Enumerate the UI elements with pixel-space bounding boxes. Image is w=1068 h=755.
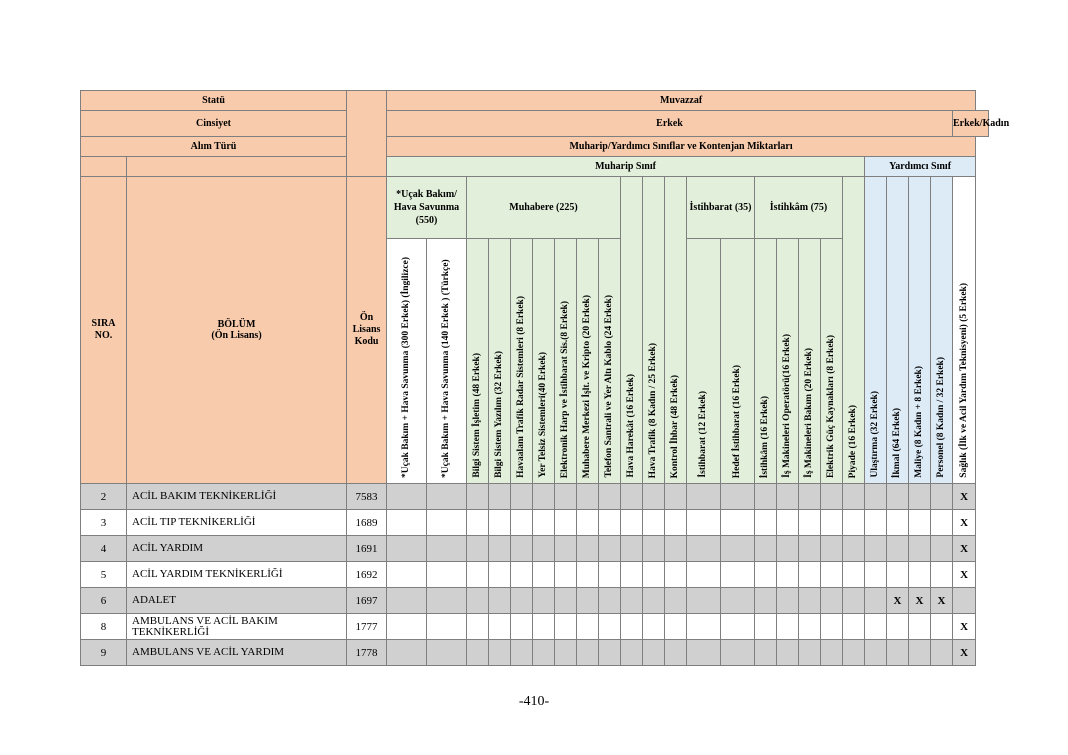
mark-cell xyxy=(799,510,821,536)
mark-cell xyxy=(489,562,511,588)
mark-cell xyxy=(777,484,799,510)
mark-cell xyxy=(755,562,777,588)
mark-cell xyxy=(511,562,533,588)
mark-cell xyxy=(489,588,511,614)
mark-cell xyxy=(621,484,643,510)
col-header: Bilgi Sistem Yazılım (32 Erkek) xyxy=(489,239,511,484)
page-number: -410- xyxy=(518,694,550,709)
group-istihbarat: İstihbarat (35) xyxy=(687,177,755,239)
mark-cell xyxy=(931,536,953,562)
mark-cell xyxy=(665,562,687,588)
mark-cell xyxy=(643,510,665,536)
col-header: Sağlık (İlk ve Acil Yardım Teknisyeni) (5 Erkek) xyxy=(953,177,976,484)
mark-cell xyxy=(821,536,843,562)
mark-cell xyxy=(909,536,931,562)
col-header: Hava Harekât (16 Erkek) xyxy=(621,177,643,484)
mark-cell xyxy=(555,484,577,510)
mark-cell xyxy=(533,640,555,666)
mark-cell xyxy=(777,562,799,588)
sira-cell: 5 xyxy=(81,562,127,588)
col-header: İş Makineleri Operatörü(16 Erkek) xyxy=(777,239,799,484)
col-header: Bilgi Sistem İşletim (48 Erkek) xyxy=(467,239,489,484)
mark-cell xyxy=(489,640,511,666)
mark-cell xyxy=(887,510,909,536)
mark-cell: X xyxy=(887,588,909,614)
mark-cell xyxy=(577,536,599,562)
mark-cell: X xyxy=(953,562,976,588)
mark-cell xyxy=(687,510,721,536)
mark-cell xyxy=(643,640,665,666)
mark-cell: X xyxy=(953,640,976,666)
mark-cell xyxy=(599,510,621,536)
mark-cell xyxy=(777,536,799,562)
mark-cell xyxy=(467,484,489,510)
mark-cell xyxy=(821,640,843,666)
mark-cell: X xyxy=(953,536,976,562)
mark-cell xyxy=(577,510,599,536)
mark-cell: X xyxy=(931,588,953,614)
mark-cell xyxy=(555,510,577,536)
bolum-cell: AMBULANS VE ACİL YARDIM xyxy=(127,640,347,666)
mark-cell xyxy=(665,484,687,510)
statu-label: Statü xyxy=(81,91,347,111)
mark-cell xyxy=(387,562,427,588)
mark-cell xyxy=(555,536,577,562)
table-row xyxy=(81,510,989,536)
mark-cell xyxy=(555,640,577,666)
on-lisans-kodu-header: Ön Lisans Kodu xyxy=(347,177,387,484)
mark-cell xyxy=(777,510,799,536)
mark-cell xyxy=(387,484,427,510)
mark-cell xyxy=(821,614,843,640)
cinsiyet-label: Cinsiyet xyxy=(81,111,347,137)
mark-cell xyxy=(511,484,533,510)
mark-cell xyxy=(865,562,887,588)
mark-cell xyxy=(887,484,909,510)
mark-cell xyxy=(511,510,533,536)
table-row xyxy=(81,640,989,666)
table-row xyxy=(81,536,989,562)
mark-cell xyxy=(821,510,843,536)
col-header: *Uçak Bakım + Hava Savunma (140 Erkek ) (Türkçe) xyxy=(427,239,467,484)
mark-cell xyxy=(799,484,821,510)
mark-cell xyxy=(387,536,427,562)
mark-cell xyxy=(621,588,643,614)
mark-cell xyxy=(755,614,777,640)
mark-cell xyxy=(721,510,755,536)
col-header: Piyade (16 Erkek) xyxy=(843,177,865,484)
erkek-label: Erkek xyxy=(387,111,953,137)
mark-cell xyxy=(489,510,511,536)
mark-cell xyxy=(799,536,821,562)
mark-cell xyxy=(865,484,887,510)
table-row xyxy=(81,562,989,588)
mark-cell xyxy=(687,588,721,614)
mark-cell xyxy=(887,536,909,562)
mark-cell xyxy=(599,484,621,510)
sira-cell: 8 xyxy=(81,614,127,640)
mark-cell xyxy=(643,484,665,510)
mark-cell xyxy=(799,562,821,588)
blank-cell xyxy=(127,157,347,177)
mark-cell xyxy=(467,588,489,614)
col-header: Elektrik Güç Kaynakları (8 Erkek) xyxy=(821,239,843,484)
bolum-cell: AMBULANS VE ACİL BAKIM TEKNİKERLİĞİ xyxy=(127,614,347,640)
mark-cell xyxy=(621,536,643,562)
col-header: İkmal (64 Erkek) xyxy=(887,177,909,484)
muharip-sinif-label: Muharip Sınıf xyxy=(387,157,865,177)
mark-cell: X xyxy=(953,614,976,640)
kod-cell: 1692 xyxy=(347,562,387,588)
mark-cell xyxy=(843,536,865,562)
quota-table xyxy=(80,90,1010,666)
kod-spacer xyxy=(347,91,387,177)
mark-cell xyxy=(821,588,843,614)
mark-cell xyxy=(909,562,931,588)
yardimci-sinif-label: Yardımcı Sınıf xyxy=(865,157,976,177)
mark-cell xyxy=(953,588,976,614)
mark-cell xyxy=(427,640,467,666)
mark-cell xyxy=(489,536,511,562)
mark-cell xyxy=(909,640,931,666)
mark-cell xyxy=(467,536,489,562)
mark-cell xyxy=(687,536,721,562)
mark-cell xyxy=(577,588,599,614)
mark-cell xyxy=(387,640,427,666)
mark-cell xyxy=(427,484,467,510)
col-header: Elektronik Harp ve İstihbarat Sis.(8 Erkek) xyxy=(555,239,577,484)
mark-cell xyxy=(533,562,555,588)
mark-cell xyxy=(721,484,755,510)
sira-cell: 9 xyxy=(81,640,127,666)
mark-cell xyxy=(533,484,555,510)
mark-cell xyxy=(821,562,843,588)
bolum-cell: ADALET xyxy=(127,588,347,614)
blank-cell xyxy=(81,157,127,177)
mark-cell xyxy=(799,614,821,640)
mark-cell xyxy=(865,588,887,614)
alim-turu-label: Alım Türü xyxy=(81,137,347,157)
col-header: Personel (8 Kadın / 32 Erkek) xyxy=(931,177,953,484)
table-row xyxy=(81,588,989,614)
mark-cell xyxy=(489,614,511,640)
kod-cell: 1697 xyxy=(347,588,387,614)
mark-cell xyxy=(467,510,489,536)
mark-cell xyxy=(721,640,755,666)
col-header: *Uçak Bakım + Hava Savunma (300 Erkek) (İngilizce) xyxy=(387,239,427,484)
mark-cell xyxy=(909,484,931,510)
kod-cell: 1778 xyxy=(347,640,387,666)
mark-cell xyxy=(599,614,621,640)
mark-cell xyxy=(799,640,821,666)
mark-cell xyxy=(665,640,687,666)
sira-cell: 2 xyxy=(81,484,127,510)
mark-cell xyxy=(621,562,643,588)
col-header: İstihbarat (12 Erkek) xyxy=(687,239,721,484)
mark-cell xyxy=(387,614,427,640)
mark-cell xyxy=(721,536,755,562)
mark-cell xyxy=(643,588,665,614)
kod-cell: 7583 xyxy=(347,484,387,510)
mark-cell xyxy=(533,510,555,536)
kod-cell: 1689 xyxy=(347,510,387,536)
mark-cell xyxy=(799,588,821,614)
mark-cell xyxy=(621,510,643,536)
mark-cell xyxy=(865,536,887,562)
col-header: Telefon Santrali ve Yer Altı Kablo (24 Erkek) xyxy=(599,239,621,484)
mark-cell xyxy=(427,614,467,640)
col-header: Ulaştırma (32 Erkek) xyxy=(865,177,887,484)
mark-cell xyxy=(533,536,555,562)
mark-cell xyxy=(843,562,865,588)
mark-cell xyxy=(555,614,577,640)
mark-cell xyxy=(821,484,843,510)
mark-cell xyxy=(599,562,621,588)
kod-cell: 1691 xyxy=(347,536,387,562)
mark-cell xyxy=(721,614,755,640)
mark-cell xyxy=(427,588,467,614)
mark-cell xyxy=(511,614,533,640)
mark-cell xyxy=(577,484,599,510)
mark-cell xyxy=(909,614,931,640)
mark-cell xyxy=(931,562,953,588)
mark-cell xyxy=(721,562,755,588)
mark-cell xyxy=(643,536,665,562)
mark-cell xyxy=(467,614,489,640)
mark-cell xyxy=(599,536,621,562)
bolum-cell: ACİL BAKIM TEKNİKERLİĞİ xyxy=(127,484,347,510)
mark-cell xyxy=(665,536,687,562)
mark-cell xyxy=(621,640,643,666)
sira-cell: 6 xyxy=(81,588,127,614)
table-row xyxy=(81,484,989,510)
col-header: Kontrol İhbar (48 Erkek) xyxy=(665,177,687,484)
mark-cell xyxy=(865,614,887,640)
mark-cell xyxy=(599,640,621,666)
mark-cell xyxy=(621,614,643,640)
group-istihkam: İstihkâm (75) xyxy=(755,177,843,239)
muvazzaf-label: Muvazzaf xyxy=(387,91,976,111)
col-header: Hedef İstihbarat (16 Erkek) xyxy=(721,239,755,484)
mark-cell xyxy=(665,510,687,536)
table-row xyxy=(81,614,989,640)
mark-cell xyxy=(387,588,427,614)
mark-cell xyxy=(555,588,577,614)
mark-cell xyxy=(427,536,467,562)
mark-cell xyxy=(427,562,467,588)
mark-cell: X xyxy=(953,484,976,510)
group-ucak-bakim: *Uçak Bakım/ Hava Savunma (550) xyxy=(387,177,467,239)
mark-cell xyxy=(387,510,427,536)
mark-cell xyxy=(599,588,621,614)
mark-cell xyxy=(577,640,599,666)
col-header: Yer Telsiz Sistemleri(40 Erkek) xyxy=(533,239,555,484)
mark-cell xyxy=(511,640,533,666)
mark-cell xyxy=(755,640,777,666)
col-header: Havaalanı Trafik Radar Sistemleri (8 Erkek) xyxy=(511,239,533,484)
mark-cell xyxy=(511,588,533,614)
mark-cell xyxy=(843,614,865,640)
mark-cell xyxy=(843,510,865,536)
mark-cell xyxy=(643,614,665,640)
sira-no-header: SIRA NO. xyxy=(81,177,127,484)
mark-cell xyxy=(427,510,467,536)
mark-cell xyxy=(777,614,799,640)
col-header: Muhabere Merkezi İşlt. ve Kripto (20 Erkek) xyxy=(577,239,599,484)
mark-cell xyxy=(511,536,533,562)
mark-cell xyxy=(931,484,953,510)
mark-cell xyxy=(777,640,799,666)
mark-cell xyxy=(843,484,865,510)
mark-cell xyxy=(687,562,721,588)
group-muhabere: Muhabere (225) xyxy=(467,177,621,239)
sira-cell: 3 xyxy=(81,510,127,536)
sira-cell: 4 xyxy=(81,536,127,562)
mark-cell xyxy=(467,562,489,588)
mark-cell xyxy=(755,510,777,536)
mark-cell xyxy=(687,484,721,510)
mark-cell xyxy=(887,562,909,588)
mark-cell xyxy=(843,640,865,666)
contingent-title: Muharip/Yardımcı Sınıflar ve Kontenjan Miktarları xyxy=(387,137,976,157)
mark-cell xyxy=(721,588,755,614)
bolum-cell: ACİL YARDIM xyxy=(127,536,347,562)
mark-cell xyxy=(755,588,777,614)
bolum-cell: ACİL TIP TEKNİKERLİĞİ xyxy=(127,510,347,536)
mark-cell xyxy=(687,614,721,640)
mark-cell xyxy=(931,614,953,640)
col-header: Hava Trafik (8 Kadın / 25 Erkek) xyxy=(643,177,665,484)
mark-cell xyxy=(665,588,687,614)
col-header: İstihkâm (16 Erkek) xyxy=(755,239,777,484)
mark-cell: X xyxy=(953,510,976,536)
bolum-cell: ACİL YARDIM TEKNİKERLİĞİ xyxy=(127,562,347,588)
mark-cell xyxy=(555,562,577,588)
mark-cell xyxy=(931,510,953,536)
mark-cell xyxy=(755,484,777,510)
mark-cell xyxy=(577,614,599,640)
mark-cell xyxy=(843,588,865,614)
col-header: İş Makineleri Bakım (20 Erkek) xyxy=(799,239,821,484)
mark-cell xyxy=(931,640,953,666)
mark-cell xyxy=(865,510,887,536)
col-header: Maliye (8 Kadın + 8 Erkek) xyxy=(909,177,931,484)
mark-cell xyxy=(489,484,511,510)
mark-cell: X xyxy=(909,588,931,614)
mark-cell xyxy=(533,588,555,614)
erkek-kadin-label: Erkek/Kadın xyxy=(953,111,989,137)
mark-cell xyxy=(865,640,887,666)
bolum-header: BÖLÜM (Ön Lisans) xyxy=(127,177,347,484)
mark-cell xyxy=(887,614,909,640)
mark-cell xyxy=(887,640,909,666)
mark-cell xyxy=(687,640,721,666)
mark-cell xyxy=(755,536,777,562)
mark-cell xyxy=(643,562,665,588)
mark-cell xyxy=(909,510,931,536)
mark-cell xyxy=(777,588,799,614)
mark-cell xyxy=(665,614,687,640)
mark-cell xyxy=(533,614,555,640)
mark-cell xyxy=(577,562,599,588)
mark-cell xyxy=(467,640,489,666)
kod-cell: 1777 xyxy=(347,614,387,640)
